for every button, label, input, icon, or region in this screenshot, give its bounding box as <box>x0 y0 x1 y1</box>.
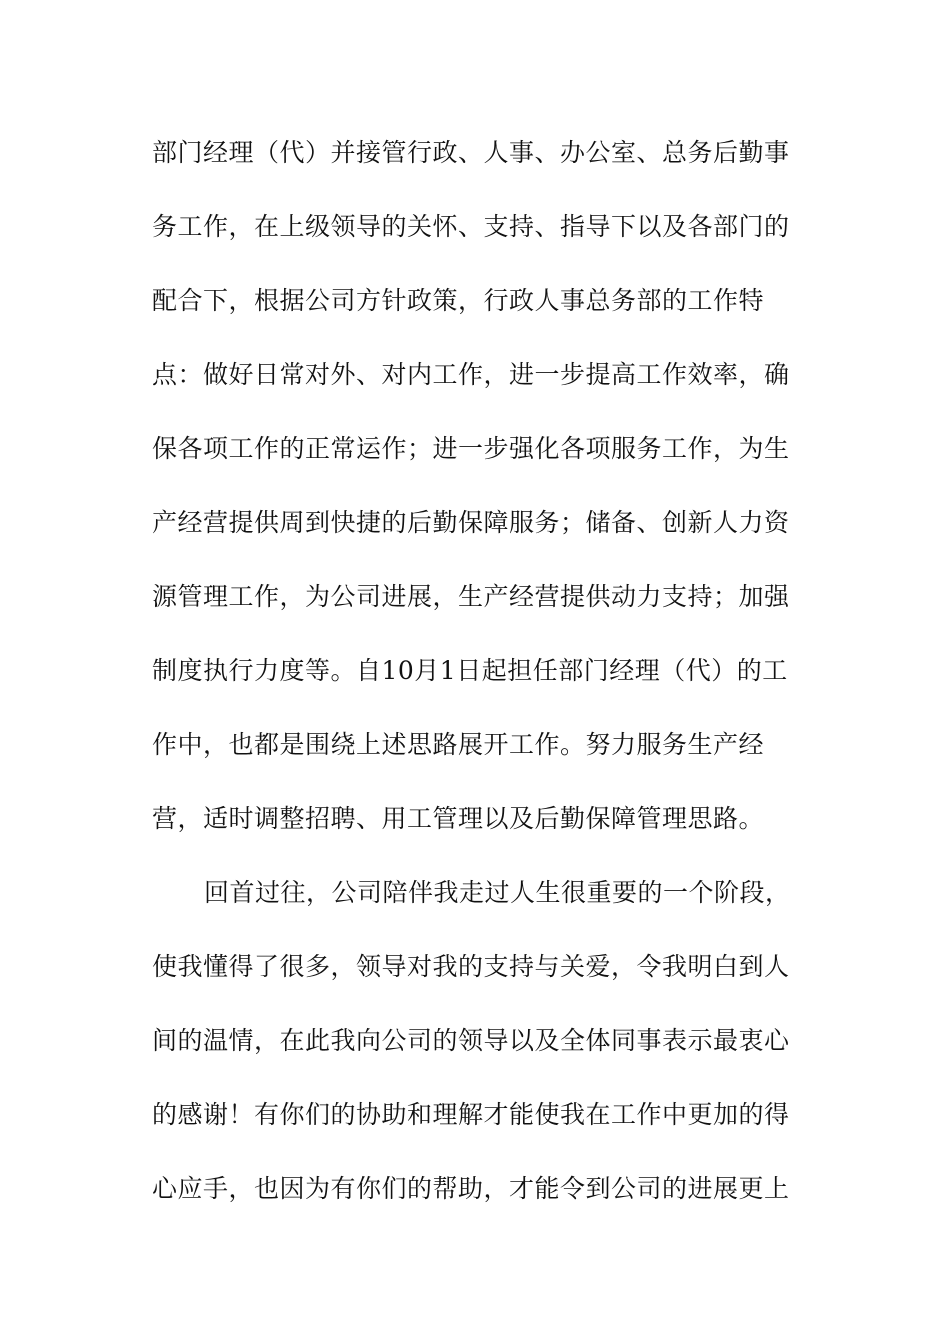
text-line-4: 点：做好日常对外、对内工作，进一步提高工作效率，确 <box>152 360 790 389</box>
text-line-12: 使我懂得了很多，领导对我的支持与关爱，令我明白到人 <box>152 952 790 981</box>
text-line-6: 产经营提供周到快捷的后勤保障服务；储备、创新人力资 <box>152 508 790 537</box>
text-line-1: 部门经理（代）并接管行政、人事、办公室、总务后勤事 <box>152 138 790 167</box>
text-line-5: 保各项工作的正常运作；进一步强化各项服务工作，为生 <box>152 434 790 463</box>
text-line-7: 源管理工作，为公司进展，生产经营提供动力支持；加强 <box>152 582 790 611</box>
document-body <box>152 128 812 1238</box>
text-line-14: 的感谢！有你们的协助和理解才能使我在工作中更加的得 <box>152 1100 790 1129</box>
text-line-9: 作中，也都是围绕上述思路展开工作。努力服务生产经 <box>152 730 765 759</box>
text-line-8: 制度执行力度等。自10月1日起担任部门经理（代）的工 <box>152 656 788 685</box>
paragraph-2-first-line: 回首过往，公司陪伴我走过人生很重要的一个阶段， <box>204 878 791 907</box>
text-line-3: 配合下，根据公司方针政策，行政人事总务部的工作特 <box>152 286 765 315</box>
text-line-2: 务工作，在上级领导的关怀、支持、指导下以及各部门的 <box>152 212 790 241</box>
text-line-10: 营，适时调整招聘、用工管理以及后勤保障管理思路。 <box>152 804 765 833</box>
text-line-13: 间的温情，在此我向公司的领导以及全体同事表示最衷心 <box>152 1026 790 1055</box>
text-line-15: 心应手，也因为有你们的帮助，才能令到公司的进展更上 <box>152 1174 790 1203</box>
